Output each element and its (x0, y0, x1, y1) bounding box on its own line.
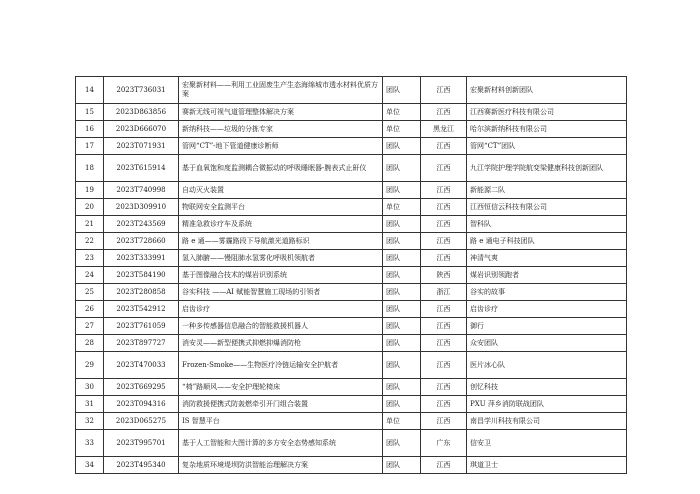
table-row (76, 77, 627, 104)
project-code-cell: 2023T669295 (104, 379, 179, 396)
team-name-cell: 神清气爽 (467, 250, 627, 267)
project-name-cell: “椅”路顺风——安全护理轮椅床 (179, 379, 383, 396)
table-row (76, 457, 627, 474)
row-number-cell: 17 (76, 138, 104, 155)
team-name-cell: 路 e 通电子科技团队 (467, 233, 627, 250)
row-number-cell: 14 (76, 77, 104, 104)
entrant-type-cell: 团队 (383, 284, 421, 301)
project-name-cell: 管网“CT”-地下管道健康诊断师 (179, 138, 383, 155)
province-cell: 江西 (421, 335, 467, 352)
project-code-cell: 2023D065275 (104, 413, 179, 430)
project-name-cell: 赛新无线可视气道管理整体解决方案 (179, 104, 383, 121)
team-name-cell: 煤岩识别领跑者 (467, 267, 627, 284)
entrant-type-cell: 团队 (383, 182, 421, 199)
project-name-cell: 基于人工智能和大图计算的多方安全态势感知系统 (179, 430, 383, 457)
province-cell: 广东 (421, 430, 467, 457)
project-name-cell: 谷实科技 ——AI 赋能智慧施工现场的引领者 (179, 284, 383, 301)
project-code-cell: 2023T470033 (104, 352, 179, 379)
entrant-type-cell: 团队 (383, 233, 421, 250)
project-code-cell: 2023T495340 (104, 457, 179, 474)
team-name-cell: 管网“CT”团队 (467, 138, 627, 155)
province-cell: 江西 (421, 155, 467, 182)
project-code-cell: 2023T280858 (104, 284, 179, 301)
entrant-type-cell: 团队 (383, 155, 421, 182)
row-number-cell: 34 (76, 457, 104, 474)
row-number-cell: 16 (76, 121, 104, 138)
project-code-cell: 2023T728660 (104, 233, 179, 250)
province-cell: 陕西 (421, 267, 467, 284)
project-name-cell: 物联网安全监测平台 (179, 199, 383, 216)
project-name-cell: 基于血氧饱和度监测耦合微振动的呼吸睡眠器-腕表式止鼾仪 (179, 155, 383, 182)
row-number-cell: 21 (76, 216, 104, 233)
table-row (76, 379, 627, 396)
row-number-cell: 33 (76, 430, 104, 457)
table-row (76, 335, 627, 352)
table-row (76, 216, 627, 233)
province-cell: 江西 (421, 182, 467, 199)
province-cell: 江西 (421, 301, 467, 318)
entrant-type-cell: 团队 (383, 77, 421, 104)
row-number-cell: 24 (76, 267, 104, 284)
project-code-cell: 2023T740998 (104, 182, 179, 199)
table-row (76, 301, 627, 318)
project-code-cell: 2023T071931 (104, 138, 179, 155)
province-cell: 浙江 (421, 284, 467, 301)
table-row (76, 396, 627, 413)
table-row (76, 352, 627, 379)
entrant-type-cell: 团队 (383, 335, 421, 352)
row-number-cell: 22 (76, 233, 104, 250)
table-body (76, 77, 627, 474)
row-number-cell: 15 (76, 104, 104, 121)
team-name-cell: 宏聚新材料创新团队 (467, 77, 627, 104)
project-code-cell: 2023T542912 (104, 301, 179, 318)
project-code-cell: 2023T615914 (104, 155, 179, 182)
row-number-cell: 23 (76, 250, 104, 267)
row-number-cell: 29 (76, 352, 104, 379)
row-number-cell: 32 (76, 413, 104, 430)
project-name-cell: 新纳科技——垃圾的分拣专家 (179, 121, 383, 138)
project-name-cell: 复杂地质环境堤坝防洪智能治理解决方案 (179, 457, 383, 474)
project-name-cell: 基于图像融合技术的煤岩识别系统 (179, 267, 383, 284)
project-name-cell: 自动灭火装置 (179, 182, 383, 199)
entrant-type-cell: 单位 (383, 121, 421, 138)
province-cell: 江西 (421, 413, 467, 430)
province-cell: 江西 (421, 318, 467, 335)
entrant-type-cell: 团队 (383, 457, 421, 474)
project-code-cell: 2023T584190 (104, 267, 179, 284)
table-row (76, 155, 627, 182)
team-name-cell: 新能源二队 (467, 182, 627, 199)
table-row (76, 430, 627, 457)
table-row (76, 121, 627, 138)
team-name-cell: 启齿诊疗 (467, 301, 627, 318)
team-name-cell: 谷实的故事 (467, 284, 627, 301)
entrant-type-cell: 团队 (383, 250, 421, 267)
project-code-cell: 2023T761059 (104, 318, 179, 335)
team-name-cell: 创忆科技 (467, 379, 627, 396)
team-name-cell: PXU 萍乡消防联战团队 (467, 396, 627, 413)
province-cell: 江西 (421, 77, 467, 104)
row-number-cell: 26 (76, 301, 104, 318)
project-code-cell: 2023T333991 (104, 250, 179, 267)
project-name-cell: Frozen-Smoke——生物医疗冷链运输安全护航者 (179, 352, 383, 379)
project-name-cell: 路 e 通——雾霾路段下导航激光道路标识 (179, 233, 383, 250)
project-name-cell: 宏聚新材料——利用工业固废生产生态海绵城市透水材料优质方案 (179, 77, 383, 104)
row-number-cell: 18 (76, 155, 104, 182)
province-cell: 江西 (421, 457, 467, 474)
province-cell: 江西 (421, 396, 467, 413)
table-row (76, 104, 627, 121)
entrant-type-cell: 团队 (383, 379, 421, 396)
entrant-type-cell: 团队 (383, 352, 421, 379)
project-code-cell: 2023T995701 (104, 430, 179, 457)
team-name-cell: 智科队 (467, 216, 627, 233)
team-name-cell: 御行 (467, 318, 627, 335)
project-code-cell: 2023T243569 (104, 216, 179, 233)
project-code-cell: 2023T736031 (104, 77, 179, 104)
row-number-cell: 27 (76, 318, 104, 335)
entrant-type-cell: 团队 (383, 430, 421, 457)
project-name-cell: IS 智慧平台 (179, 413, 383, 430)
table-row (76, 182, 627, 199)
project-code-cell: 2023D309910 (104, 199, 179, 216)
province-cell: 江西 (421, 250, 467, 267)
project-code-cell: 2023D863856 (104, 104, 179, 121)
table-row (76, 413, 627, 430)
project-name-cell: 消防救援便携式防轰燃牵引开门组合装置 (179, 396, 383, 413)
row-number-cell: 19 (76, 182, 104, 199)
province-cell: 黑龙江 (421, 121, 467, 138)
team-name-cell: 南昌学川科技有限公司 (467, 413, 627, 430)
table-row (76, 318, 627, 335)
project-name-cell: 启齿诊疗 (179, 301, 383, 318)
row-number-cell: 28 (76, 335, 104, 352)
team-name-cell: 信安卫 (467, 430, 627, 457)
row-number-cell: 31 (76, 396, 104, 413)
province-cell: 江西 (421, 379, 467, 396)
entrant-type-cell: 团队 (383, 216, 421, 233)
project-code-cell: 2023T897727 (104, 335, 179, 352)
team-name-cell: 哈尔滨新纳科技有限公司 (467, 121, 627, 138)
row-number-cell: 30 (76, 379, 104, 396)
entrant-type-cell: 团队 (383, 396, 421, 413)
project-name-cell: 氢入肺腑——慢阻肺水氢雾化呼吸机领航者 (179, 250, 383, 267)
province-cell: 江西 (421, 199, 467, 216)
province-cell: 江西 (421, 352, 467, 379)
table-row (76, 267, 627, 284)
table-row (76, 250, 627, 267)
project-code-cell: 2023T094316 (104, 396, 179, 413)
province-cell: 江西 (421, 138, 467, 155)
entrant-type-cell: 团队 (383, 138, 421, 155)
entrant-type-cell: 单位 (383, 104, 421, 121)
entrant-type-cell: 团队 (383, 318, 421, 335)
project-table (75, 76, 627, 474)
project-name-cell: 精准急救诊疗车及系统 (179, 216, 383, 233)
table-row (76, 284, 627, 301)
entrant-type-cell: 单位 (383, 199, 421, 216)
entrant-type-cell: 团队 (383, 301, 421, 318)
row-number-cell: 20 (76, 199, 104, 216)
province-cell: 江西 (421, 104, 467, 121)
province-cell: 江西 (421, 233, 467, 250)
table-row (76, 233, 627, 250)
team-name-cell: 九江学院护理学院航变梁健康科技创新团队 (467, 155, 627, 182)
team-name-cell: 琪道卫士 (467, 457, 627, 474)
project-name-cell: 消安灵——新型便携式抑燃抑爆消防枪 (179, 335, 383, 352)
entrant-type-cell: 团队 (383, 267, 421, 284)
project-list-page (75, 76, 626, 474)
table-row (76, 199, 627, 216)
project-name-cell: 一种多传感器信息融合的智能救援机器人 (179, 318, 383, 335)
entrant-type-cell: 单位 (383, 413, 421, 430)
project-code-cell: 2023D666070 (104, 121, 179, 138)
row-number-cell: 25 (76, 284, 104, 301)
province-cell: 江西 (421, 216, 467, 233)
team-name-cell: 医片冰心队 (467, 352, 627, 379)
table-row (76, 138, 627, 155)
team-name-cell: 众安团队 (467, 335, 627, 352)
team-name-cell: 江西赛新医疗科技有限公司 (467, 104, 627, 121)
team-name-cell: 江西恒信云科技有限公司 (467, 199, 627, 216)
